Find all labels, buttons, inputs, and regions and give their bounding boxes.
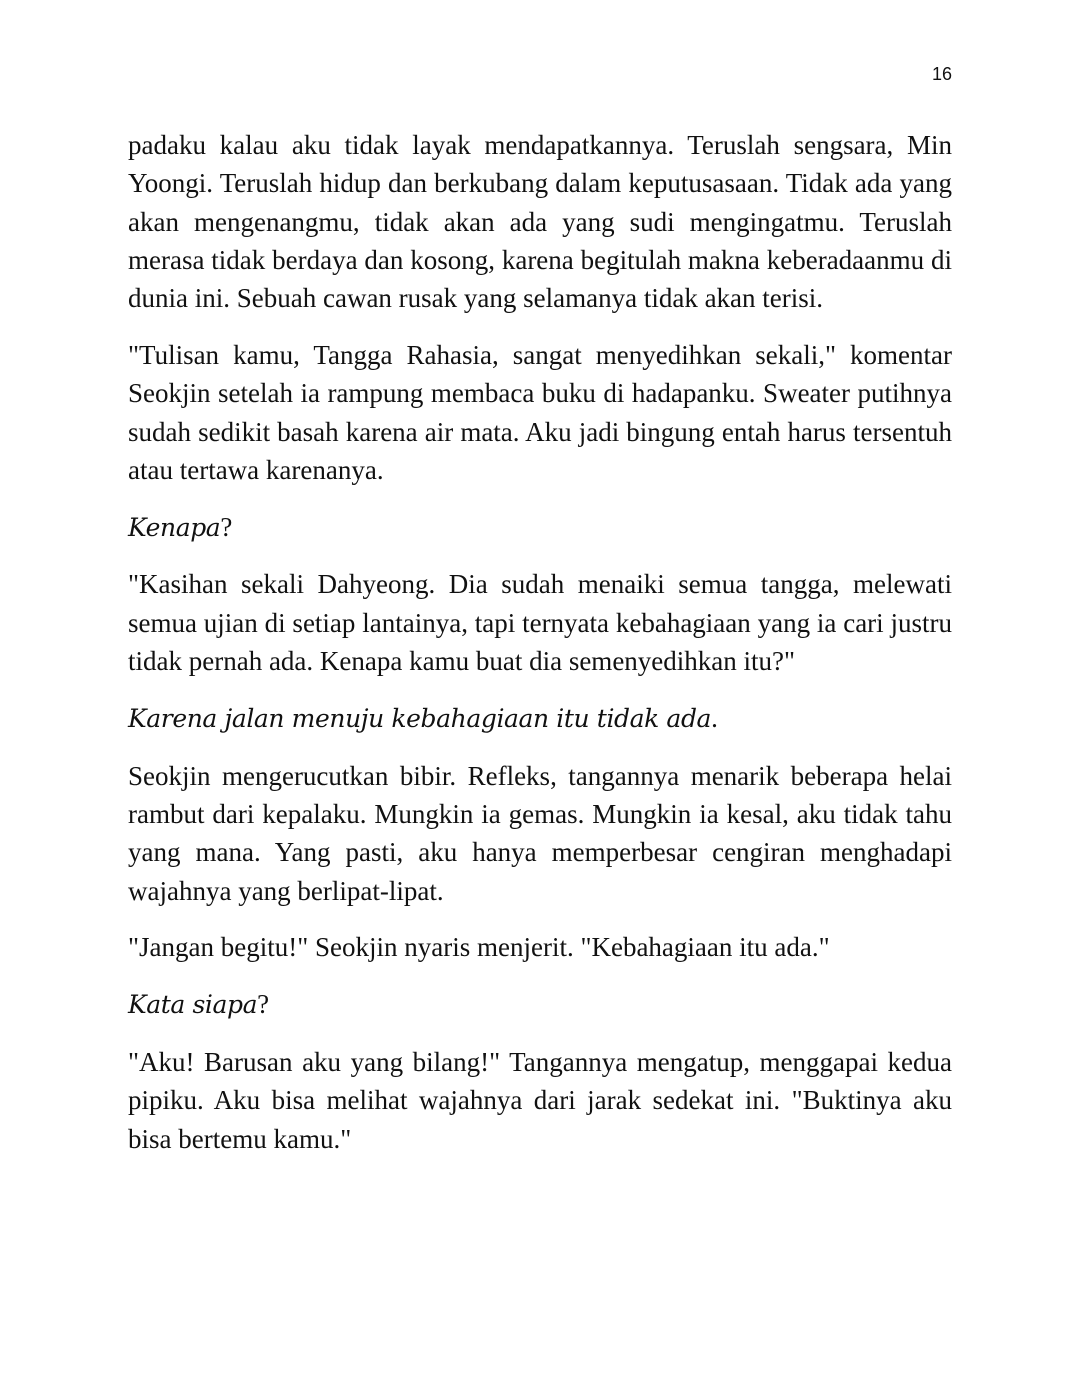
paragraph: "Jangan begitu!" Seokjin nyaris menjerit. "Kebahagiaan itu ada." — [128, 932, 830, 963]
inner-thought-text: Karena jalan menuju kebahagiaan itu tidak ada — [128, 703, 712, 733]
inner-thought-paragraph — [128, 985, 952, 1024]
page-number: 16 — [931, 64, 952, 84]
inner-thought-text: Kenapa — [128, 512, 221, 542]
inner-thought-text: Kata siapa — [128, 990, 258, 1020]
body-text — [128, 126, 952, 1176]
paragraph: "Tulisan kamu, Tangga Rahasia, sangat menyedihkan sekali," komentar Seokjin setelah ia rampung membaca buku di hadapanku. Sweater putihnya sudah sedikit basah karena air mata. Aku jadi bingung entah harus tersentuh atau tertawa karenanya. — [128, 339, 952, 485]
inner-thought-paragraph — [128, 508, 952, 547]
paragraph: "Aku! Barusan aku yang bilang!" Tangannya mengatup, menggapai kedua pipiku. Aku bisa melihat wajahnya dari jarak sedekat ini. "Buktinya aku bisa bertemu kamu." — [128, 1046, 952, 1154]
punctuation: . — [711, 702, 718, 733]
punctuation: ? — [257, 989, 270, 1020]
punctuation: ? — [220, 511, 233, 542]
inner-thought-paragraph — [128, 699, 952, 738]
paragraph: Seokjin mengerucutkan bibir. Refleks, tangannya menarik beberapa helai rambut dari kepalaku. Mungkin ia gemas. Mungkin ia kesal, aku tidak tahu yang mana. Yang pasti, aku hanya memperbesar cengiran menghadapi wajahnya yang berlipat-lipat. — [128, 760, 952, 906]
paragraph: padaku kalau aku tidak layak mendapatkannya. Teruslah sengsara, Min Yoongi. Teruslah hidup dan berkubang dalam keputusasaan. Tidak ada yang akan mengenangmu, tidak akan ada yang sudi mengingatmu. Teruslah merasa tidak berdaya dan kosong, karena begitulah makna keberadaanmu di dunia ini. Sebuah cawan rusak yang selamanya tidak akan terisi. — [128, 130, 952, 314]
paragraph: "Kasihan sekali Dahyeong. Dia sudah menaiki semua tangga, melewati semua ujian di setiap lantainya, tapi ternyata kebahagiaan yang ia cari justru tidak pernah ada. Kenapa kamu buat dia semenyedihkan itu?" — [128, 569, 952, 677]
